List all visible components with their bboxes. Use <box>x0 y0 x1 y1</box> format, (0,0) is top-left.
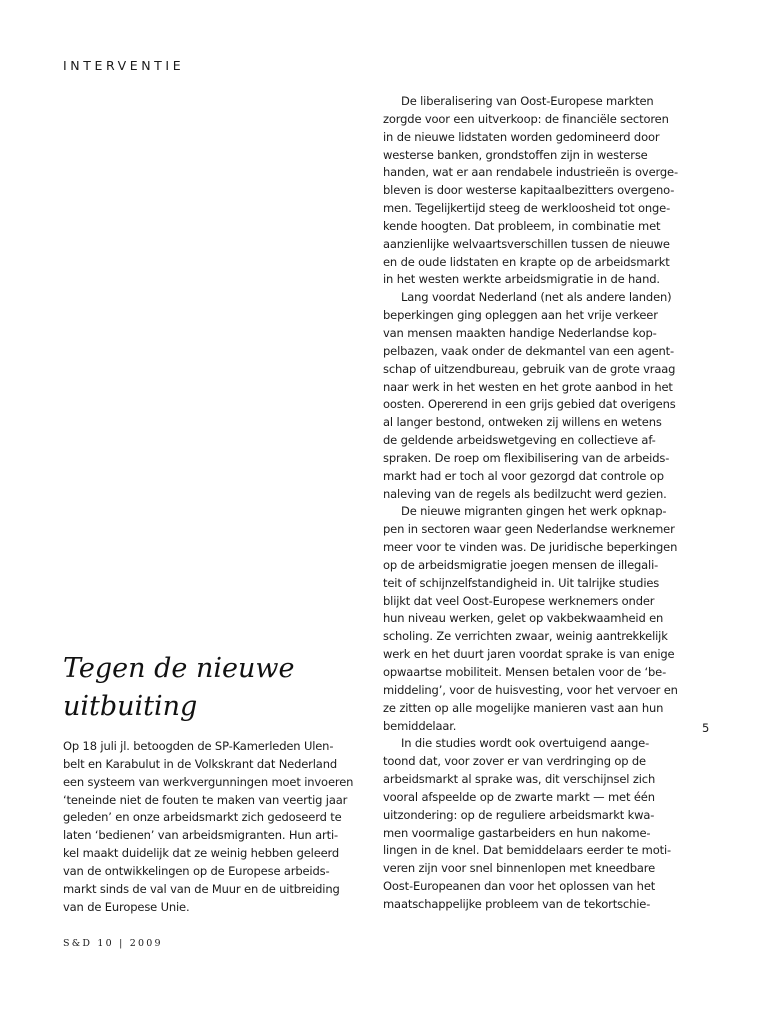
text-line: toond dat, voor zover er van verdringing op de <box>383 754 646 769</box>
text-line: scholing. Ze verrichten zwaar, weinig aantrekkelijk <box>383 629 668 644</box>
footer-journal-issue: S&D 10 | 2009 <box>63 938 163 949</box>
text-line: zorgde voor een uitverkoop: de financiële sectoren <box>383 111 669 126</box>
paragraph <box>383 93 683 289</box>
text-line: arbeidsmarkt al sprake was, dit verschijnsel zich <box>383 772 656 787</box>
text-line: De liberalisering van Oost-Europese markten <box>401 94 654 108</box>
section-label: INTERVENTIE <box>63 58 185 73</box>
text-line: aanzienlijke welvaartsverschillen tussen de nieuwe <box>383 236 670 251</box>
text-line: geleden’ en onze arbeidsmarkt zich gedoseerd te <box>63 810 342 825</box>
text-line: van mensen maakten handige Nederlandse kop- <box>383 325 657 340</box>
text-line: blijkt dat veel Oost-Europese werknemers onder <box>383 593 655 608</box>
text-line: westerse banken, grondstoffen zijn in westerse <box>383 147 648 162</box>
intro-paragraph <box>63 738 358 916</box>
text-line: Op 18 juli jl. betoogden de SP-Kamerleden Ulen- <box>63 739 334 753</box>
text-line: naleving van de regels als bedilzucht werd gezien. <box>383 486 667 501</box>
text-line: vooral afspeelde op de zwarte markt — met één <box>383 789 655 804</box>
text-line: middeling’, voor de huisvesting, voor het vervoer en <box>383 682 678 697</box>
text-line: uitzondering: op de reguliere arbeidsmarkt kwa- <box>383 807 655 822</box>
paragraph <box>383 289 683 503</box>
text-line: hun niveau werken, gelet op vakbekwaamheid en <box>383 611 664 626</box>
paragraph <box>383 735 683 913</box>
right-column <box>383 93 683 914</box>
text-line: markt had er toch al voor gezorgd dat controle op <box>383 468 664 483</box>
text-line: ze zitten op alle mogelijke manieren vast aan hun <box>383 700 664 715</box>
text-line: spraken. De roep om flexibilisering van de arbeids- <box>383 450 670 465</box>
text-line: een systeem van werkvergunningen moet invoeren <box>63 774 354 789</box>
text-line: bemiddelaar. <box>383 718 457 733</box>
text-line: oosten. Opererend in een grijs gebied dat overigens <box>383 397 676 412</box>
text-line: De nieuwe migranten gingen het werk opknap- <box>401 504 667 519</box>
text-line: en de oude lidstaten en krapte op de arbeidsmarkt <box>383 254 670 269</box>
title-line: uitbuiting <box>63 691 198 722</box>
text-line: op de arbeidsmigratie joegen mensen de illegali- <box>383 557 659 572</box>
left-column <box>63 738 358 916</box>
text-line: men. Tegelijkertijd steeg de werkloosheid tot onge- <box>383 201 671 216</box>
text-line: beperkingen ging opleggen aan het vrije verkeer <box>383 308 658 323</box>
text-line: lingen in de knel. Dat bemiddelaars eerder te moti- <box>383 843 671 858</box>
text-line: bleven is door westerse kapitaalbezitters overgeno- <box>383 183 675 198</box>
text-line: schap of uitzendbureau, gebruik van de grote vraag <box>383 361 676 376</box>
text-line: belt en Karabulut in de Volkskrant dat Nederland <box>63 756 337 771</box>
text-line: In die studies wordt ook overtuigend aange- <box>401 736 650 751</box>
text-line: maatschappelijke probleem van de tekortschie- <box>383 896 651 911</box>
text-line: werk en het duurt jaren voordat sprake is van enige <box>383 647 675 662</box>
text-line: pen in sectoren waar geen Nederlandse werknemer <box>383 522 675 537</box>
text-line: teit of schijnzelfstandigheid in. Uit talrijke studies <box>383 575 660 590</box>
text-line: Oost-Europeanen dan voor het oplossen van het <box>383 879 656 894</box>
text-line: van de Europese Unie. <box>63 899 190 914</box>
text-line: de geldende arbeidswetgeving en collectieve af- <box>383 433 656 448</box>
text-line: al langer bestond, ontweken zij willens en wetens <box>383 415 662 430</box>
text-line: kel maakt duidelijk dat ze weinig hebben geleerd <box>63 846 340 861</box>
text-line: pelbazen, vaak onder de dekmantel van een agent- <box>383 343 675 358</box>
text-line: handen, wat er aan rendabele industrieën is overge- <box>383 165 678 180</box>
text-line: laten ‘bedienen’ van arbeidsmigranten. Hun arti- <box>63 828 339 843</box>
text-line: meer voor te vinden was. De juridische beperkingen <box>383 540 678 555</box>
text-line: ‘teneinde niet de fouten te maken van veertig jaar <box>63 792 348 807</box>
paragraph <box>383 503 683 735</box>
title-line: Tegen de nieuwe <box>63 653 295 684</box>
text-line: veren zijn voor snel binnenlopen met kneedbare <box>383 861 656 876</box>
text-line: kende hoogten. Dat probleem, in combinatie met <box>383 218 661 233</box>
text-line: opwaartse mobiliteit. Mensen betalen voor de ‘be- <box>383 665 667 679</box>
text-line: naar werk in het westen en het grote aanbod in het <box>383 379 673 394</box>
text-line: Lang voordat Nederland (net als andere landen) <box>401 290 672 305</box>
text-line: in de nieuwe lidstaten worden gedomineerd door <box>383 129 660 144</box>
text-line: markt sinds de val van de Muur en de uitbreiding <box>63 881 340 896</box>
page-number: 5 <box>702 721 710 735</box>
text-line: men voormalige gastarbeiders en hun nakome- <box>383 825 651 840</box>
article-title <box>63 650 294 726</box>
text-line: in het westen werkte arbeidsmigratie in de hand. <box>383 272 660 287</box>
text-line: van de ontwikkelingen op de Europese arbeids- <box>63 863 330 878</box>
